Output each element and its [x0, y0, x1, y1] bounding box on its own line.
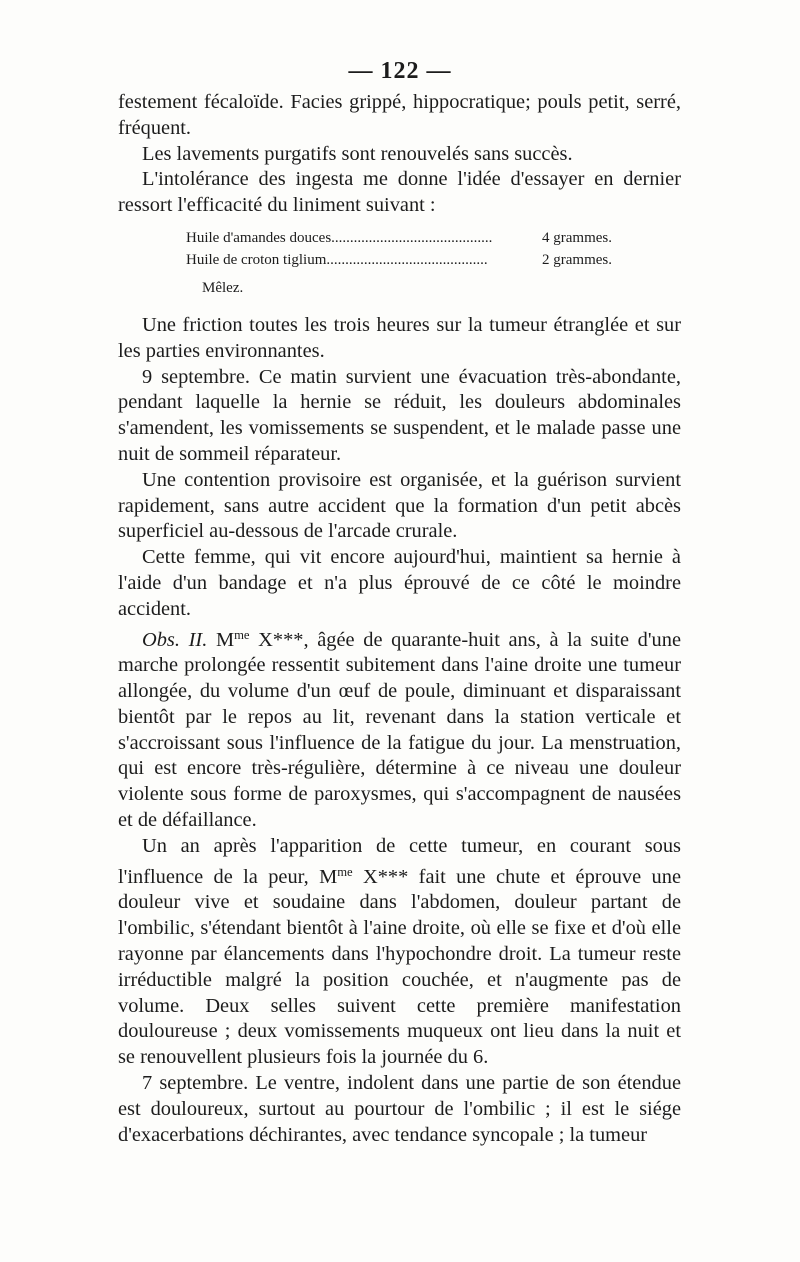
paragraph: Une friction toutes les trois heures sur la tumeur étranglée et sur les parties environnantes. [118, 313, 681, 362]
paragraph: Une contention provisoire est organisée, et la guérison survient rapidement, sans autre accident que la formation d'un petit abcès superficiel au-dessous de l'arcade crurale. [118, 468, 681, 543]
ingredient-name: Huile de croton tiglium [186, 251, 327, 268]
honorific: M [215, 628, 235, 651]
paragraph: L'intolérance des ingesta me donne l'idée d'essayer en dernier ressort l'efficacité du liniment suivant : [118, 168, 681, 217]
page-body [118, 90, 681, 1148]
prescription-item [186, 227, 612, 249]
observation-text: X***, âgée de quarante-huit ans, à la suite d'une marche prolongée ressentit subitement dans l'aine droite une tumeur allongée, du volume d'un œuf de poule, diminuant et disparaissant bientôt par le repos au lit, revenant dans la station verticale et s'accroissant sous l'influence de la fatigue du jour. La menstruation, qui est encore très-régulière, détermine à ce niveau une douleur violente sous forme de paroxysmes, qui s'accompagnent de nausées et de défaillance. [118, 628, 681, 832]
paragraph: festement fécaloïde. Facies grippé, hippocratique; pouls petit, serré, fréquent. [118, 91, 681, 139]
page-number: — 122 — [348, 58, 452, 84]
paragraph: Les lavements purgatifs sont renouvelés sans succès. [142, 142, 573, 165]
paragraph-text: X*** fait une chute et éprouve une douleur vive et soudaine dans l'abdomen, douleur partant de l'ombilic, s'étendant bientôt à l'aine droite, où elle se fixe et d'où elle rayonne par élancements dans l'hypochondre droit. La tumeur reste irréductible malgré la position couchée, et n'augmente pas de volume. Deux selles suivent cette première manifestation douloureuse ; deux vomissements muqueux ont lieu dans la nuit et se renouvellent plusieurs fois la journée du 6. [118, 865, 681, 1069]
ingredient-quantity: 4 grammes. [542, 229, 612, 246]
paragraph: 9 septembre. Ce matin survient une évacuation très-abondante, pendant laquelle la hernie se réduit, les douleurs abdominales s'amendent, les vomissements se suspendent, et le malade passe une nuit de sommeil réparateur. [118, 365, 681, 465]
prescription-item [186, 249, 612, 271]
observation-label: Obs. II. [142, 628, 208, 651]
leader-dots: ........................................... [326, 251, 488, 268]
paragraph [118, 834, 681, 1071]
observation-paragraph [118, 623, 681, 834]
ingredient-quantity: 2 grammes. [542, 251, 612, 268]
honorific-superscript: me [234, 627, 250, 642]
leader-dots: ........................................... [331, 229, 493, 246]
paragraph-text: Un an après l'apparition de cette tumeur, en courant sous l'influence de la peur, M [118, 834, 681, 888]
ingredient-name: Huile d'amandes douces [186, 229, 332, 246]
prescription-list [186, 227, 681, 271]
prescription-instruction: Mêlez. [202, 279, 244, 296]
paragraph: Cette femme, qui vit encore aujourd'hui, maintient sa hernie à l'aide d'un bandage et n'a plus éprouvé de ce côté le moindre accident. [118, 546, 681, 620]
honorific-superscript: me [337, 864, 353, 879]
paragraph: 7 septembre. Le ventre, indolent dans une partie de son étendue est douloureux, surtout au pourtour de l'ombilic ; il est le siége d'exacerbations déchirantes, avec tendance syncopale ; la tumeur [118, 1072, 681, 1146]
